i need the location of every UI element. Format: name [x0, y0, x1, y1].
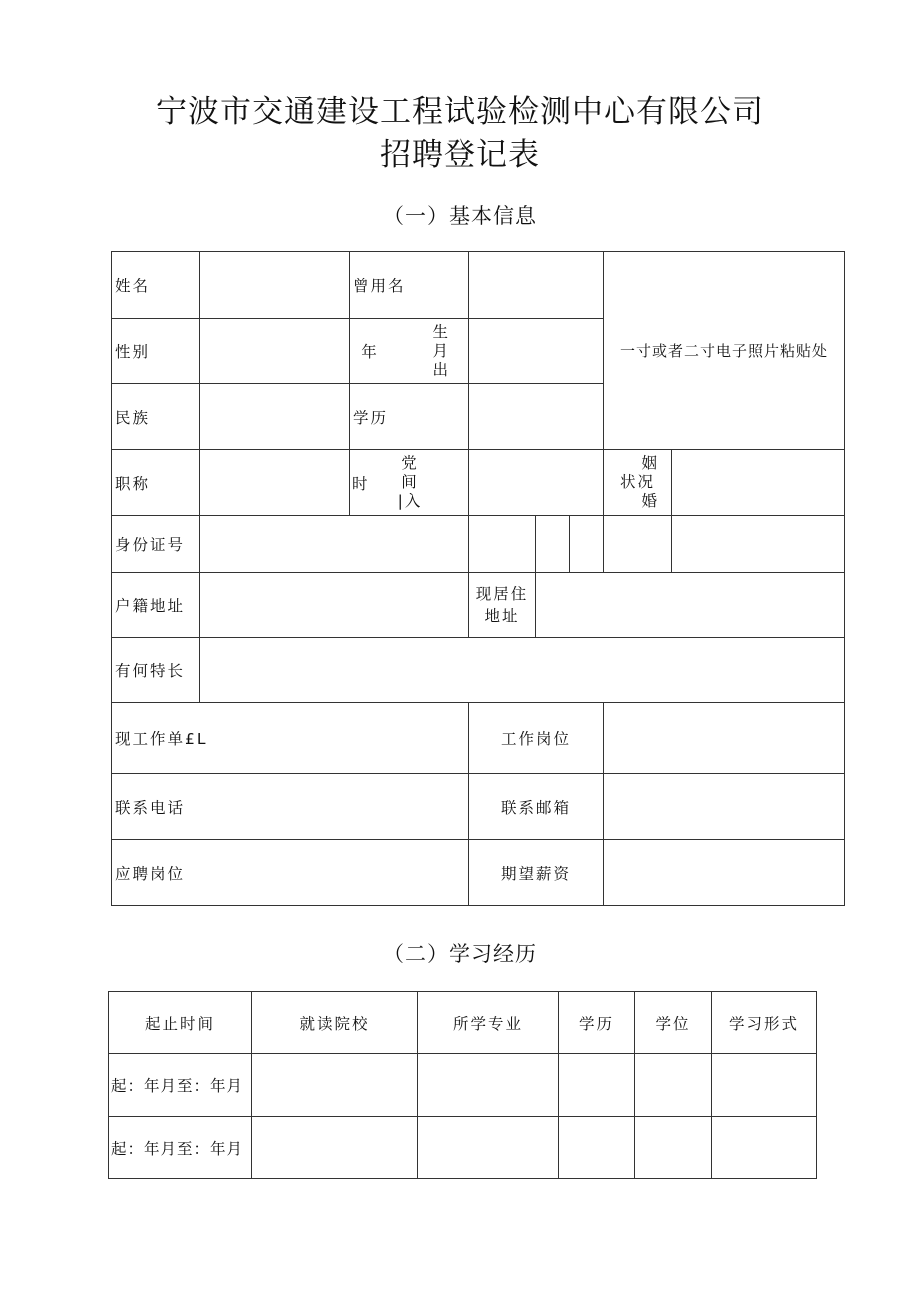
label-name: 姓名: [112, 252, 200, 319]
label-party-part-jian: 间: [401, 473, 419, 491]
basic-info-table: [111, 251, 845, 906]
label-gender: 性别: [112, 319, 200, 384]
label-marital-status: [604, 450, 672, 516]
field-education[interactable]: [469, 384, 604, 450]
study-degree-cell[interactable]: [635, 1117, 712, 1179]
field-specialty[interactable]: [200, 638, 845, 703]
label-hukou-address: 户籍地址: [112, 573, 200, 638]
form-title-line2: 招聘登记表: [380, 137, 540, 173]
study-header-major: 所学专业: [418, 992, 559, 1054]
study-header-education: 学历: [559, 992, 635, 1054]
study-major-cell[interactable]: [418, 1054, 559, 1117]
field-ethnicity[interactable]: [200, 384, 350, 450]
label-expected-salary: 期望薪资: [469, 840, 604, 906]
form-title-line1: 宁波市交通建设工程试验检测中心有限公司: [156, 94, 764, 130]
study-header-degree: 学位: [635, 992, 712, 1054]
label-party-part-dang: 党: [401, 454, 419, 472]
field-title-rank[interactable]: [200, 450, 350, 516]
label-education: 学历: [350, 384, 469, 450]
study-header-period: 起止时间: [109, 992, 252, 1054]
study-period-cell[interactable]: 起：年月至：年月: [109, 1117, 252, 1179]
field-expected-salary[interactable]: [604, 840, 845, 906]
field-id-number-1[interactable]: [200, 516, 469, 573]
field-birth-date[interactable]: [469, 319, 604, 384]
label-title-rank: 职称: [112, 450, 200, 516]
field-party-join-date[interactable]: [469, 450, 604, 516]
label-party-part-shi: 时: [352, 474, 370, 493]
label-birth-part-year: 年: [361, 343, 379, 361]
label-id-number: 身份证号: [112, 516, 200, 573]
study-mode-cell[interactable]: [712, 1054, 817, 1117]
label-birth-part-chu: 出: [432, 360, 450, 379]
label-marital-part-hun: 婚: [641, 492, 660, 510]
study-education-cell[interactable]: [559, 1117, 635, 1179]
study-school-cell[interactable]: [252, 1054, 418, 1117]
field-current-address[interactable]: [536, 573, 845, 638]
field-id-number-2[interactable]: [469, 516, 536, 573]
label-current-address-part2: 地址: [484, 607, 520, 625]
field-id-number-3[interactable]: [536, 516, 570, 573]
label-party-join-date: [350, 450, 469, 516]
field-id-number-5[interactable]: [604, 516, 672, 573]
label-birth-part-month: 月: [432, 341, 450, 360]
label-applied-position: 应聘岗位: [112, 840, 469, 906]
table-row: [109, 1117, 817, 1179]
label-party-part-ru: |入: [397, 492, 423, 510]
section-heading-basic-info: （一）基本信息: [383, 204, 537, 228]
label-current-address-part1: 现居住: [475, 585, 529, 603]
study-header-school: 就读院校: [252, 992, 418, 1054]
label-birth-part-sheng: 生: [432, 322, 450, 341]
label-phone: 联系电话: [112, 774, 469, 840]
label-birth-date: [350, 319, 469, 384]
field-gender[interactable]: [200, 319, 350, 384]
study-major-cell[interactable]: [418, 1117, 559, 1179]
label-job-position: 工作岗位: [469, 703, 604, 774]
study-header-mode: 学习形式: [712, 992, 817, 1054]
label-marital-part-zhuangkuang: 状况: [620, 473, 656, 491]
label-marital-part-yin: 姻: [641, 454, 660, 472]
label-current-address: [469, 573, 536, 638]
field-marital-status[interactable]: [672, 450, 845, 516]
study-education-cell[interactable]: [559, 1054, 635, 1117]
section-heading-study: （二）学习经历: [383, 942, 537, 966]
study-mode-cell[interactable]: [712, 1117, 817, 1179]
photo-placeholder[interactable]: 一寸或者二寸电子照片粘贴处: [604, 252, 845, 450]
label-specialty: 有何特长: [112, 638, 200, 703]
field-job-position[interactable]: [604, 703, 845, 774]
label-email: 联系邮箱: [469, 774, 604, 840]
field-id-number-4[interactable]: [570, 516, 604, 573]
field-name[interactable]: [200, 252, 350, 319]
study-school-cell[interactable]: [252, 1117, 418, 1179]
field-email[interactable]: [604, 774, 845, 840]
field-hukou-address[interactable]: [200, 573, 469, 638]
label-former-name: 曾用名: [350, 252, 469, 319]
table-row: [109, 1054, 817, 1117]
field-id-number-6[interactable]: [672, 516, 845, 573]
field-former-name[interactable]: [469, 252, 604, 319]
study-history-table: [108, 991, 817, 1179]
study-period-cell[interactable]: 起：年月至：年月: [109, 1054, 252, 1117]
label-current-employer: 现工作单£L: [112, 703, 469, 774]
study-degree-cell[interactable]: [635, 1054, 712, 1117]
label-ethnicity: 民族: [112, 384, 200, 450]
